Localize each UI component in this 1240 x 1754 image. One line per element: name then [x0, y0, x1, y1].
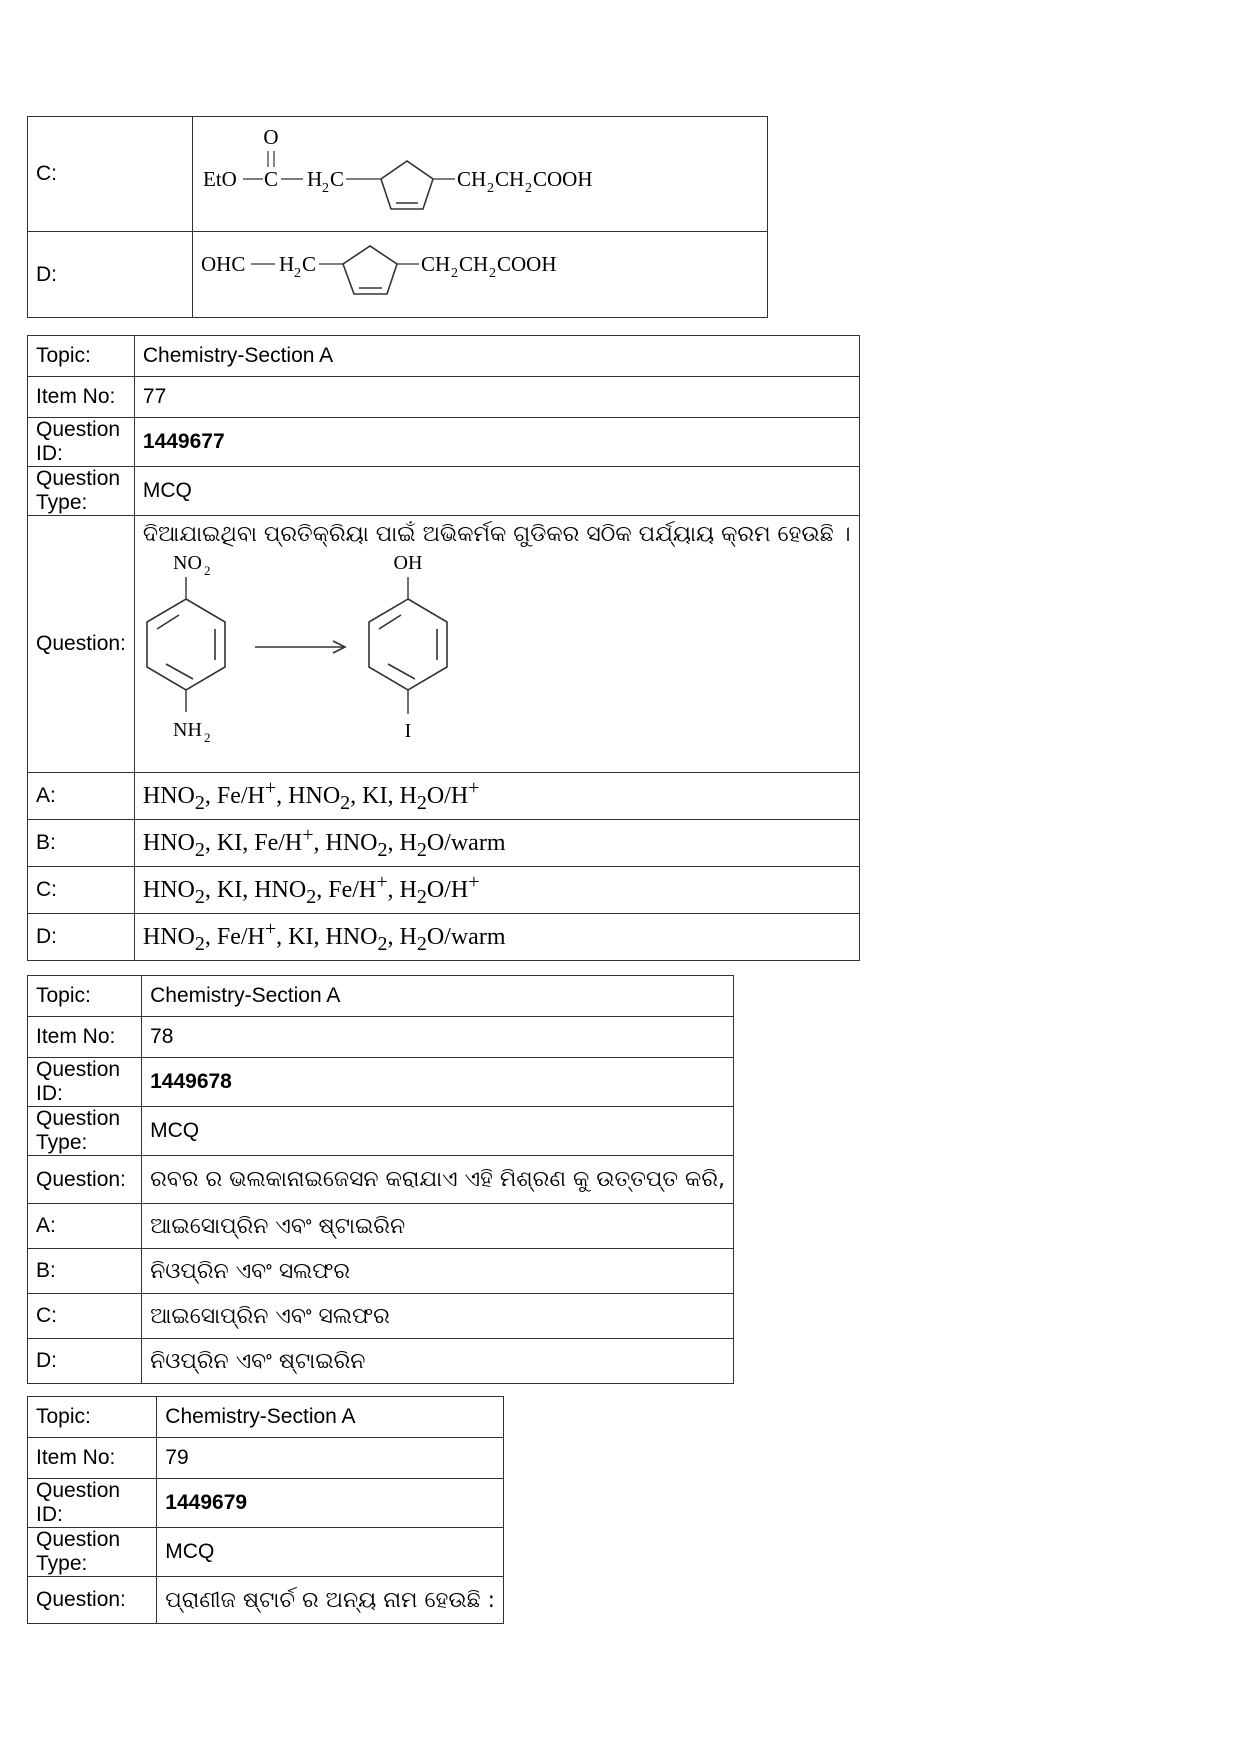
- option-label: D:: [28, 914, 135, 961]
- cyclopentene-ring: [343, 246, 397, 294]
- item-no-value: 77: [134, 377, 859, 418]
- option-label: C:: [28, 867, 135, 914]
- carbonyl-carbon: C: [263, 167, 279, 191]
- question-id-label: Question ID:: [28, 418, 135, 467]
- nitro-group: NO: [172, 552, 202, 574]
- question-row: [28, 1156, 734, 1204]
- question-id-row: [28, 1479, 504, 1528]
- item-no-row: [28, 1017, 734, 1058]
- nitro-subscript: 2: [203, 563, 211, 578]
- question-text: ଦିଆଯାଇଥିବା ପ୍ରତିକ୍ରିୟା ପାଇଁ ଅଭିକର୍ମକ ଗୁଡିକର ସଠିକ ପର୍ଯ୍ୟାୟ କ୍ରମ ହେଉଛି ।: [142, 522, 851, 547]
- question-text: ରବର ର ଭଲକାନାଇଜେସନ କରାଯାଏ ଏହି ମିଶ୍ରଣ କୁ ଉତ୍ତପ୍ତ କରି,: [142, 1156, 734, 1204]
- option-label: A:: [28, 1204, 142, 1249]
- topic-row: [28, 336, 860, 377]
- question-type-value: MCQ: [142, 1107, 734, 1156]
- item-no-value: 78: [142, 1017, 734, 1058]
- question-row: [28, 516, 860, 773]
- question-77-table: [27, 335, 860, 961]
- amino-subscript: 2: [203, 730, 211, 745]
- option-row-d: [28, 914, 860, 961]
- question-type-row: [28, 467, 860, 516]
- question-type-value: MCQ: [134, 467, 859, 516]
- topic-value: Chemistry-Section A: [142, 976, 734, 1017]
- chain-ch-2: CH: [495, 167, 525, 191]
- option-label: C:: [28, 117, 193, 232]
- option-label: C:: [28, 1294, 142, 1339]
- methylene-c: C: [330, 167, 345, 191]
- topic-label: Topic:: [28, 336, 135, 377]
- reaction-diagram: [135, 547, 775, 757]
- prev-question-options-table: [27, 116, 768, 318]
- option-row-a: [28, 1204, 734, 1249]
- option-row-c: [28, 117, 768, 232]
- question-id-value: 1449677: [134, 418, 859, 467]
- option-row-a: [28, 773, 860, 820]
- topic-label: Topic:: [28, 1397, 157, 1438]
- methylene-subscript: 2: [294, 266, 301, 281]
- benzene-ring-reactant: [147, 599, 225, 690]
- question-type-label: Question Type:: [28, 1107, 142, 1156]
- question-79-table: [27, 1396, 504, 1624]
- structure-diagram: [193, 232, 767, 311]
- question-body: [134, 516, 859, 773]
- option-row-c: [28, 867, 860, 914]
- question-text: ପ୍ରାଣୀଜ ଷ୍ଟାର୍ଚ ର ଅନ୍ୟ ନାମ ହେଉଛି :: [157, 1577, 504, 1624]
- option-row-d: [28, 232, 768, 318]
- chain-sub-2: 2: [489, 266, 496, 281]
- cyclopentene-ring: [381, 161, 433, 209]
- option-d-structure: [193, 232, 768, 318]
- ethoxy-group: EtO: [203, 167, 237, 191]
- topic-value: Chemistry-Section A: [134, 336, 859, 377]
- methylene-c: C: [302, 252, 317, 276]
- hydroxyl-group: OH: [393, 552, 423, 574]
- option-label: A:: [28, 773, 135, 820]
- question-id-row: [28, 418, 860, 467]
- topic-row: [28, 976, 734, 1017]
- carbonyl-oxygen: O: [263, 125, 279, 149]
- question-id-value: 1449678: [142, 1058, 734, 1107]
- question-type-label: Question Type:: [28, 467, 135, 516]
- question-label: Question:: [28, 1577, 157, 1624]
- option-b-value: ନିଓପ୍ରିନ ଏବଂ ସଲଫର: [142, 1249, 734, 1294]
- option-row-b: [28, 1249, 734, 1294]
- topic-label: Topic:: [28, 976, 142, 1017]
- item-no-row: [28, 377, 860, 418]
- item-no-label: Item No:: [28, 1438, 157, 1479]
- benzene-ring-product: [369, 599, 447, 690]
- option-d-value: ନିଓପ୍ରିନ ଏବଂ ଷ୍ଟାଇରିନ: [142, 1339, 734, 1384]
- structure-diagram: [193, 117, 767, 225]
- question-type-label: Question Type:: [28, 1528, 157, 1577]
- chain-ch-1: CH: [421, 252, 451, 276]
- option-c-value: $HNO_2$, KI, $HNO_2$, Fe/H+, $H_2O/H^+$: [134, 867, 859, 914]
- question-type-value: MCQ: [157, 1528, 504, 1577]
- option-c-structure: [193, 117, 768, 232]
- item-no-row: [28, 1438, 504, 1479]
- option-a-value: $HNO_2$, Fe/H+, $HNO_2$, KI, $H_2O/H^+$: [134, 773, 859, 820]
- chain-sub-1: 2: [487, 181, 494, 196]
- amino-group: NH: [172, 719, 202, 741]
- option-a-value: ଆଇସୋପ୍ରିନ ଏବଂ ଷ୍ଟାଇରିନ: [142, 1204, 734, 1249]
- item-no-label: Item No:: [28, 1017, 142, 1058]
- option-label: B:: [28, 820, 135, 867]
- option-label: D:: [28, 232, 193, 318]
- question-id-label: Question ID:: [28, 1479, 157, 1528]
- chain-sub-1: 2: [451, 266, 458, 281]
- methylene-h: H: [307, 167, 323, 191]
- question-label: Question:: [28, 1156, 142, 1204]
- chain-ch-2: CH: [459, 252, 489, 276]
- option-c-value: ଆଇସୋପ୍ରିନ ଏବଂ ସଲଫର: [142, 1294, 734, 1339]
- option-row-b: [28, 820, 860, 867]
- chain-ch-1: CH: [457, 167, 487, 191]
- question-id-value: 1449679: [157, 1479, 504, 1528]
- carboxyl-group: COOH: [533, 167, 593, 191]
- option-label: D:: [28, 1339, 142, 1384]
- question-id-row: [28, 1058, 734, 1107]
- question-label: Question:: [28, 516, 135, 773]
- question-type-row: [28, 1107, 734, 1156]
- iodo-group: I: [404, 720, 412, 742]
- option-b-value: $HNO_2$, KI, Fe/H+, $HNO_2$, $H_2O$/warm: [134, 820, 859, 867]
- methylene-subscript: 2: [322, 181, 329, 196]
- topic-row: [28, 1397, 504, 1438]
- question-type-row: [28, 1528, 504, 1577]
- item-no-value: 79: [157, 1438, 504, 1479]
- option-row-c: [28, 1294, 734, 1339]
- option-label: B:: [28, 1249, 142, 1294]
- item-no-label: Item No:: [28, 377, 135, 418]
- question-id-label: Question ID:: [28, 1058, 142, 1107]
- question-row: [28, 1577, 504, 1624]
- option-d-value: $HNO_2$, Fe/H+, KI, $HNO_2$, $H_2O$/warm: [134, 914, 859, 961]
- option-row-d: [28, 1339, 734, 1384]
- aldehyde-group: OHC: [201, 252, 246, 276]
- question-78-table: [27, 975, 734, 1384]
- methylene-h: H: [279, 252, 295, 276]
- topic-value: Chemistry-Section A: [157, 1397, 504, 1438]
- carboxyl-group: COOH: [497, 252, 557, 276]
- chain-sub-2: 2: [525, 181, 532, 196]
